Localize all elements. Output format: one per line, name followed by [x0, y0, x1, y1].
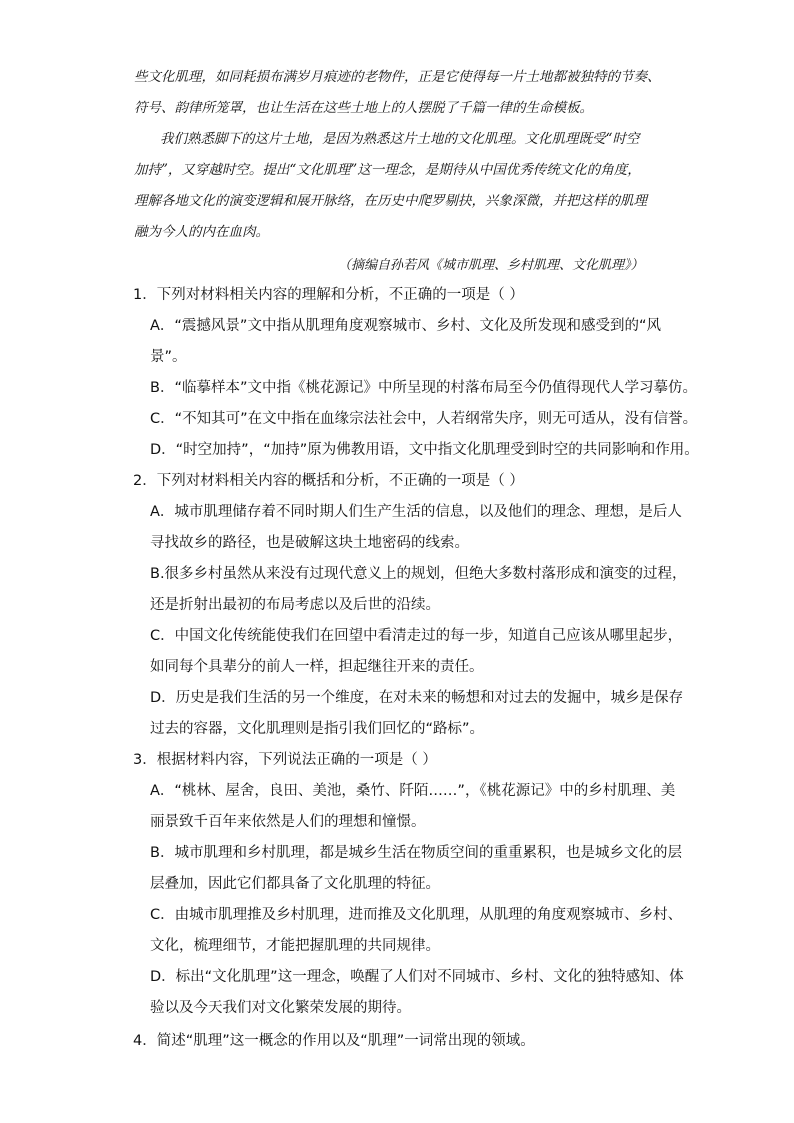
- option-b: B.很多乡村虽然从来没有过现代意义上的规划，但绝大多数村落形成和演变的过程，: [150, 566, 687, 582]
- option-d: D．“时空加持”，“加持”原为佛教用语，文中指文化肌理受到时空的共同影响和作用。: [150, 442, 699, 458]
- option-b: B．城市肌理和乡村肌理，都是城乡生活在物质空间的重重累积，也是城乡文化的层: [150, 845, 682, 861]
- option-c: C．中国文化传统能使我们在回望中看清走过的每一步，知道自己应该从哪里起步，: [150, 628, 683, 644]
- option-d-continued: 过去的容器，文化肌理则是指引我们回忆的“路标”。: [150, 721, 485, 737]
- option-a-continued: 寻找故乡的路径，也是破解这块土地密码的线索。: [150, 535, 469, 551]
- option-b-continued: 层叠加，因此它们都具备了文化肌理的特征。: [150, 876, 440, 892]
- question-stem: 3．根据材料内容，下列说法正确的一项是（ ）: [133, 752, 437, 768]
- option-c-continued: 如同每个具辈分的前人一样，担起继往开来的责任。: [150, 659, 484, 675]
- passage-line: 些文化肌理，如同耗损布满岁月痕迹的老物件，正是它使得每一片土地都被独特的节奏、: [134, 69, 661, 85]
- passage-line: 融为今人的内在血肉。: [134, 224, 269, 240]
- option-a-continued: 丽景致千百年来依然是人们的理想和憧憬。: [150, 814, 426, 830]
- question-stem: 4．简述“肌理”这一概念的作用以及“肌理”一词常出现的领域。: [133, 1033, 535, 1049]
- option-a-continued: 景”。: [150, 349, 187, 365]
- question-stem: 2．下列对材料相关内容的概括和分析，不正确的一项是（ ）: [133, 473, 524, 489]
- question-stem: 1．下列对材料相关内容的理解和分析，不正确的一项是（ ）: [133, 287, 524, 303]
- option-b: B．“临摹样本”文中指《桃花源记》中所呈现的村落布局至今仍值得现代人学习摹仿。: [150, 380, 697, 396]
- option-a: A．“震撼风景”文中指从肌理角度观察城市、乡村、文化及所发现和感受到的“风: [150, 318, 661, 334]
- passage-line: 理解各地文化的演变逻辑和展开脉络，在历史中爬罗剔抉，兴象深微，并把这样的肌理: [134, 193, 647, 209]
- option-d-continued: 验以及今天我们对文化繁荣发展的期待。: [150, 1000, 411, 1016]
- option-d: D．历史是我们生活的另一个维度，在对未来的畅想和对过去的发掘中，城乡是保存: [150, 690, 684, 706]
- option-c-continued: 文化，梳理细节，才能把握肌理的共同规律。: [150, 938, 440, 954]
- option-c: C．“不知其可”在文中指在血缘宗法社会中，人若纲常失序，则无可适从，没有信誉。: [150, 411, 698, 427]
- option-a: A．城市肌理储存着不同时期人们生产生活的信息，以及他们的理念、理想，是后人: [150, 504, 682, 520]
- passage-line: 加持”，又穿越时空。提出“文化肌理”这一理念，是期待从中国优秀传统文化的角度，: [134, 162, 641, 178]
- option-a: A．“桃林、屋舍，良田、美池，桑竹、阡陌……”，《桃花源记》中的乡村肌理、美: [150, 783, 676, 799]
- option-c: C．由城市肌理推及乡村肌理，进而推及文化肌理，从肌理的角度观察城市、乡村、: [150, 907, 683, 923]
- source-citation: （摘编自孙若风《城市肌理、乡村肌理、文化肌理》）: [338, 258, 644, 273]
- passage-line: 我们熟悉脚下的这片土地，是因为熟悉这片土地的文化肌理。文化肌理既受“时空: [160, 131, 640, 147]
- option-b-continued: 还是折射出最初的布局考虑以及后世的沿续。: [150, 597, 440, 613]
- option-d: D．标出“文化肌理”这一理念，唤醒了人们对不同城市、乡村、文化的独特感知、体: [150, 969, 684, 985]
- passage-line: 符号、韵律所笼罩，也让生活在这些土地上的人摆脱了千篇一律的生命模板。: [134, 100, 593, 116]
